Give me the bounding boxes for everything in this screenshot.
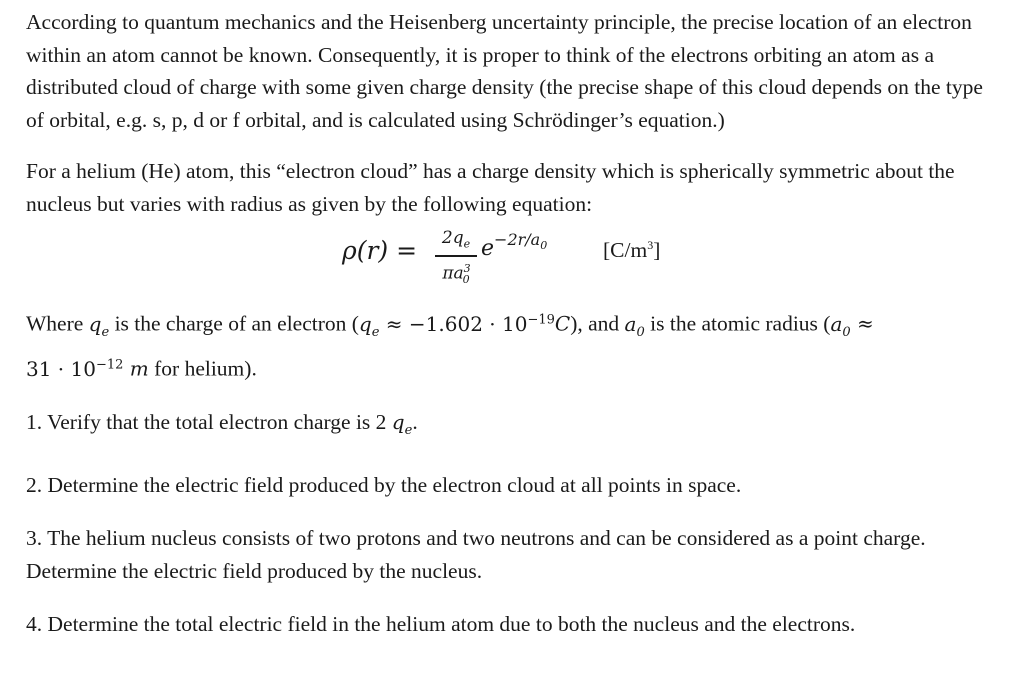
question-item-3: 3. The helium nucleus consists of two protons and two neutrons and can be considered as a point charge. Determine the electric field produced by the nucleus. — [26, 526, 926, 583]
helium-paragraph: For a helium (He) atom, this “electron cloud” has a charge density which is spherically symmetric about the nucleus but varies with radius as given by the following equation: — [26, 159, 955, 216]
equation-denominator: $\pi a^3_0$ — [442, 261, 471, 286]
where-paragraph: Where $q_e$ is the charge of an electron $(q_e \approx -1.602 \cdot 10^{-19}C)$, and $a_0$ is the atomic radius ($a_0$ ≈ $31 \cdot 10^{-12}$ m for helium). — [26, 311, 874, 381]
equation-unit: $[C/m^3]$ — [603, 238, 661, 263]
equation-fraction — [435, 228, 477, 291]
question-item-4: 4. Determine the total electric field in the helium atom due to both the nucleus and the electrons. — [26, 612, 856, 637]
document-page — [26, 6, 1001, 641]
question-item-1: 1. Verify that the total electron charge is 2 $q_e$. — [26, 410, 418, 439]
fraction-bar — [435, 255, 477, 257]
equation-numerator: $2q_e$ — [441, 228, 471, 251]
equation-exponential: $e^{-2r/a_0}$ — [481, 230, 548, 261]
equation-lhs: ρ(r) = — [342, 236, 418, 265]
intro-paragraph: According to quantum mechanics and the Heisenberg uncertainty principle, the precise location of an electron within an atom cannot be known. Consequently, it is proper to think of the electrons orbiting an atom as a distributed cloud of charge with some given charge density (the precise shape of this cloud depends on the type of orbital, e.g. s, p, d or f orbital, and is calculated using Schrödinger’s equation.) — [26, 10, 983, 132]
charge-density-equation — [26, 224, 1001, 300]
question-item-2: 2. Determine the electric field produced by the electron cloud at all points in space. — [26, 472, 742, 497]
